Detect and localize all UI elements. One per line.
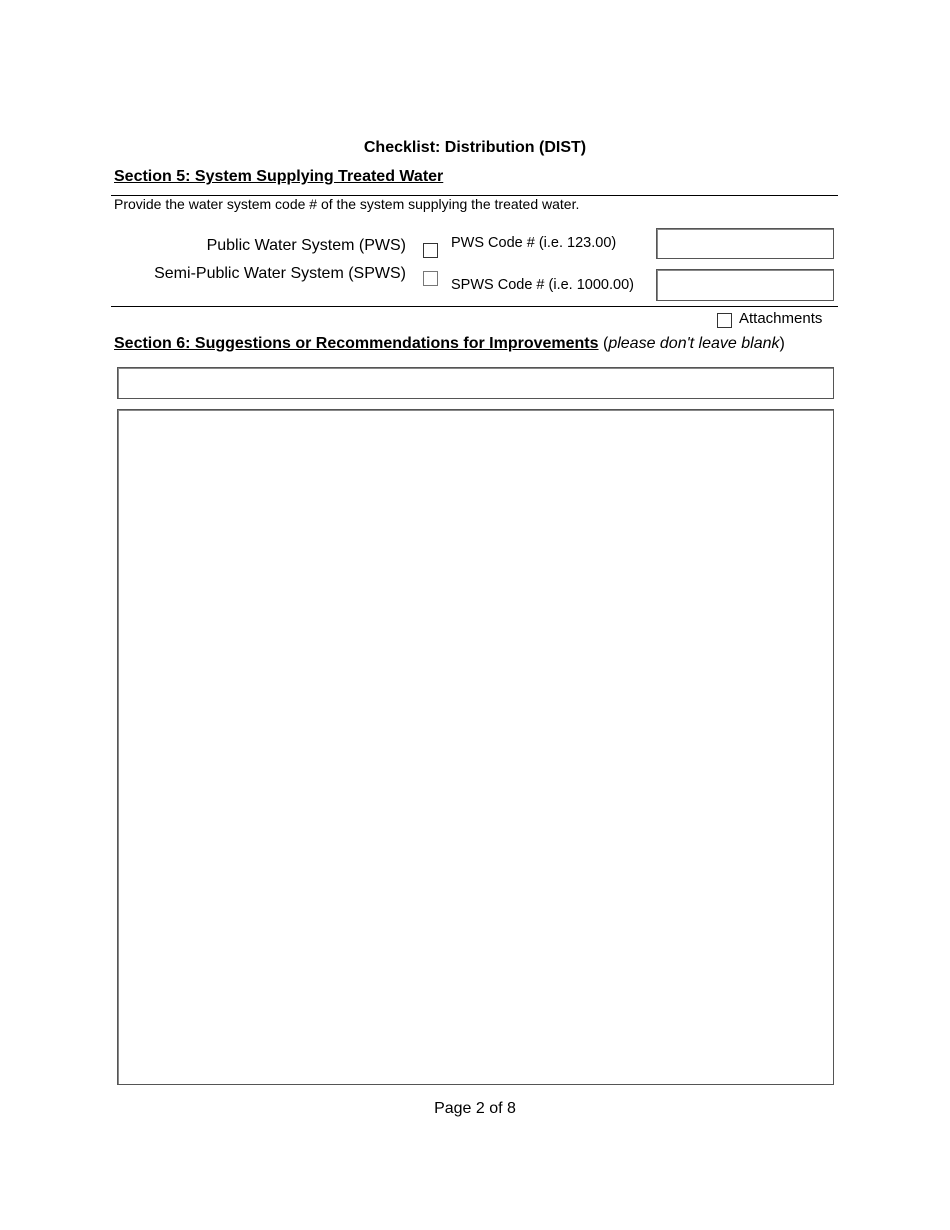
spws-code-label: SPWS Code # (i.e. 1000.00): [451, 277, 634, 293]
suggestion-details-textarea[interactable]: [117, 409, 834, 1085]
pws-label: Public Water System (PWS): [206, 237, 406, 254]
attachments-label: Attachments: [739, 310, 823, 327]
page-number: Page 2 of 8: [434, 1100, 516, 1117]
spws-code-input[interactable]: [656, 269, 834, 301]
pws-code-input[interactable]: [656, 228, 834, 259]
section-6-heading-line: [114, 335, 785, 353]
pws-code-label: PWS Code # (i.e. 123.00): [451, 235, 617, 251]
suggestion-summary-input[interactable]: [117, 367, 834, 399]
pws-checkbox[interactable]: [423, 243, 438, 258]
section-6-close-paren: ): [779, 335, 785, 352]
section-5-heading: Section 5: System Supplying Treated Water: [114, 168, 444, 185]
section-5-bottom-divider: [111, 306, 838, 307]
section-6-open-paren: (: [602, 335, 609, 352]
section-5-instructions: Provide the water system code # of the system supplying the treated water.: [114, 196, 580, 212]
page-title: Checklist: Distribution (DIST): [363, 139, 587, 156]
section-6-note: please don't leave blank: [608, 335, 780, 352]
spws-checkbox[interactable]: [423, 271, 438, 286]
spws-label: Semi-Public Water System (SPWS): [154, 265, 406, 282]
section-6-heading: Section 6: Suggestions or Recommendations for Improvements: [114, 335, 599, 352]
attachments-checkbox[interactable]: [717, 313, 732, 328]
